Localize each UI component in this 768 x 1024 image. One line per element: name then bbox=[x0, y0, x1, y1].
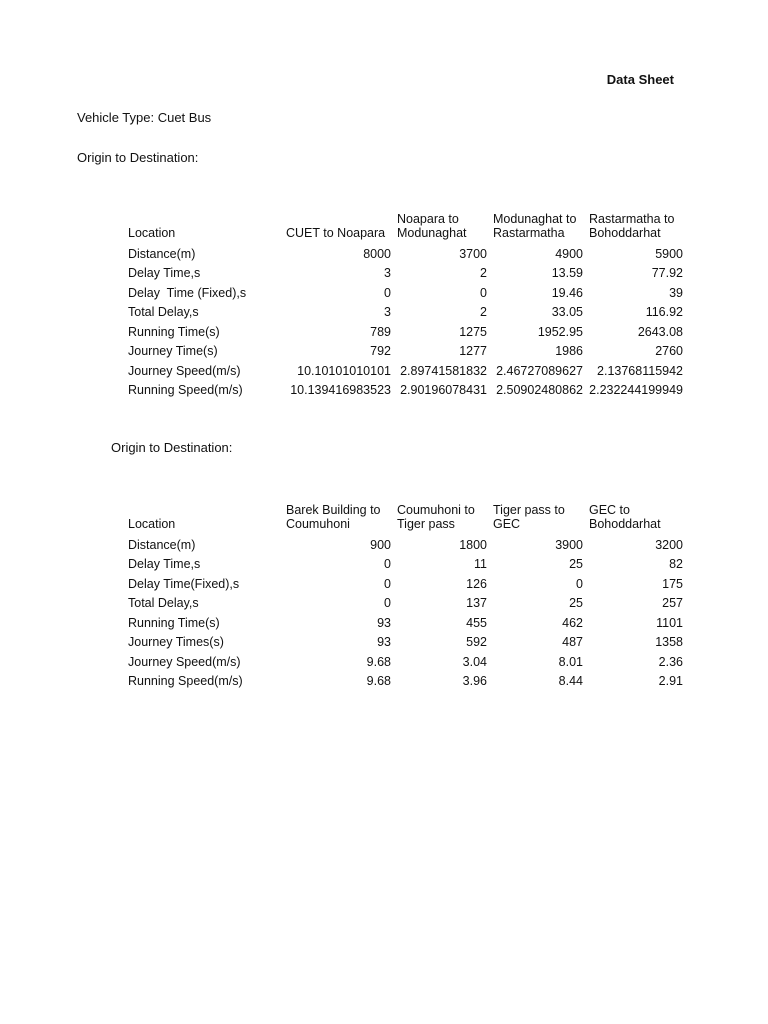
cell-value: 0 bbox=[576, 576, 583, 591]
origin-destination-label-1: Origin to Destination: bbox=[77, 150, 199, 165]
cell-value: 9.68 bbox=[366, 654, 391, 669]
table-row bbox=[125, 319, 686, 339]
cell-value: 0 bbox=[384, 285, 391, 300]
cell-value: 1986 bbox=[555, 344, 583, 358]
cell-value: 2.46727089627 bbox=[496, 363, 583, 378]
cell-value: 2 bbox=[480, 305, 487, 319]
origin-destination-label-2: Origin to Destination: bbox=[111, 440, 233, 455]
cell-value: 11 bbox=[474, 557, 487, 571]
cell-value: 0 bbox=[384, 576, 391, 591]
header-col-1: CUET to Noapara bbox=[286, 226, 386, 240]
cell-value: 487 bbox=[562, 635, 583, 649]
cell-value: 93 bbox=[377, 635, 391, 649]
cell-value: 3700 bbox=[459, 246, 487, 261]
cell-value: 8000 bbox=[363, 246, 391, 261]
table-row bbox=[125, 630, 686, 650]
cell-value: 2 bbox=[480, 266, 487, 280]
row-label: Delay Time(Fixed),s bbox=[128, 576, 240, 591]
row-label: Running Time(s) bbox=[128, 615, 220, 630]
cell-value: 3200 bbox=[655, 537, 683, 552]
cell-value: 1952.95 bbox=[537, 324, 583, 339]
cell-value: 13.59 bbox=[551, 266, 583, 280]
cell-value: 2643.08 bbox=[637, 324, 683, 339]
page-title: Data Sheet bbox=[606, 72, 674, 87]
table-row bbox=[125, 241, 686, 261]
row-label: Delay Time,s bbox=[128, 266, 201, 280]
cell-value: 789 bbox=[370, 324, 391, 339]
cell-value: 2760 bbox=[655, 344, 683, 358]
cell-value: 2.13768115942 bbox=[597, 363, 683, 378]
table-row bbox=[125, 378, 686, 398]
cell-value: 10.139416983523 bbox=[290, 383, 391, 397]
table-row bbox=[125, 552, 686, 572]
header-col-1: Barek Building to Coumuhoni bbox=[286, 503, 381, 531]
cell-value: 5900 bbox=[655, 246, 683, 261]
cell-value: 2.91 bbox=[658, 674, 683, 688]
cell-value: 19.46 bbox=[551, 285, 583, 300]
table-row bbox=[125, 280, 686, 300]
cell-value: 39 bbox=[669, 285, 683, 300]
cell-value: 2.90196078431 bbox=[400, 383, 487, 397]
header-col-2: Coumuhoni to Tiger pass bbox=[397, 503, 475, 531]
cell-value: 3.96 bbox=[462, 674, 487, 688]
row-label: Journey Speed(m/s) bbox=[128, 654, 241, 669]
table-row bbox=[125, 610, 686, 630]
row-label: Journey Times(s) bbox=[128, 635, 224, 649]
cell-value: 137 bbox=[466, 596, 487, 610]
table-row bbox=[125, 532, 686, 552]
cell-value: 900 bbox=[370, 537, 391, 552]
row-label: Delay Time (Fixed),s bbox=[128, 285, 247, 300]
cell-value: 10.10101010101 bbox=[297, 363, 391, 378]
cell-value: 9.68 bbox=[366, 674, 391, 688]
cell-value: 116.92 bbox=[645, 305, 683, 319]
row-label: Journey Speed(m/s) bbox=[128, 363, 241, 378]
cell-value: 3.04 bbox=[462, 654, 487, 669]
data-table-2 bbox=[125, 503, 686, 688]
row-label: Running Time(s) bbox=[128, 324, 220, 339]
data-table-1 bbox=[125, 212, 686, 397]
cell-value: 2.232244199949 bbox=[589, 383, 683, 397]
header-col-4: Rastarmatha to Bohoddarhat bbox=[589, 212, 675, 240]
table-row bbox=[125, 261, 686, 281]
cell-value: 93 bbox=[377, 615, 391, 630]
cell-value: 455 bbox=[466, 615, 487, 630]
cell-value: 25 bbox=[569, 557, 583, 571]
cell-value: 1358 bbox=[655, 635, 683, 649]
cell-value: 25 bbox=[569, 596, 583, 610]
cell-value: 77.92 bbox=[651, 266, 683, 280]
cell-value: 126 bbox=[466, 576, 487, 591]
row-label: Total Delay,s bbox=[128, 596, 199, 610]
cell-value: 3900 bbox=[555, 537, 583, 552]
cell-value: 2.89741581832 bbox=[400, 363, 487, 378]
cell-value: 3 bbox=[384, 266, 391, 280]
cell-value: 0 bbox=[480, 285, 487, 300]
table-row bbox=[125, 669, 686, 689]
cell-value: 592 bbox=[466, 635, 487, 649]
table-row bbox=[125, 591, 686, 611]
header-col-4: GEC to Bohoddarhat bbox=[589, 503, 661, 531]
header-col-3: Modunaghat to Rastarmatha bbox=[493, 212, 577, 240]
cell-value: 462 bbox=[562, 615, 583, 630]
vehicle-type-line: Vehicle Type: Cuet Bus bbox=[77, 110, 212, 125]
table-row bbox=[125, 339, 686, 359]
cell-value: 2.50902480862 bbox=[496, 383, 583, 397]
cell-value: 257 bbox=[662, 596, 683, 610]
row-label: Delay Time,s bbox=[128, 557, 201, 571]
cell-value: 3 bbox=[384, 305, 391, 319]
row-label: Journey Time(s) bbox=[128, 344, 218, 358]
cell-value: 0 bbox=[384, 596, 391, 610]
cell-value: 33.05 bbox=[551, 305, 583, 319]
row-label: Running Speed(m/s) bbox=[128, 383, 243, 397]
row-label: Total Delay,s bbox=[128, 305, 199, 319]
cell-value: 4900 bbox=[555, 246, 583, 261]
cell-value: 2.36 bbox=[658, 654, 683, 669]
row-label: Distance(m) bbox=[128, 246, 196, 261]
cell-value: 1277 bbox=[459, 344, 487, 358]
cell-value: 1275 bbox=[459, 324, 487, 339]
cell-value: 175 bbox=[662, 576, 683, 591]
row-label: Distance(m) bbox=[128, 537, 196, 552]
header-location: Location bbox=[128, 517, 176, 531]
cell-value: 792 bbox=[370, 344, 391, 358]
cell-value: 82 bbox=[669, 557, 683, 571]
cell-value: 1101 bbox=[656, 615, 683, 630]
header-location: Location bbox=[128, 226, 176, 240]
header-col-3: Tiger pass to GEC bbox=[493, 503, 565, 531]
table-header-row bbox=[125, 503, 686, 532]
header-col-2: Noapara to Modunaghat bbox=[397, 212, 467, 240]
cell-value: 8.44 bbox=[558, 674, 583, 688]
cell-value: 1800 bbox=[459, 537, 487, 552]
table-row bbox=[125, 300, 686, 320]
row-label: Running Speed(m/s) bbox=[128, 674, 243, 688]
table-header-row bbox=[125, 212, 686, 241]
table-row bbox=[125, 571, 686, 591]
table-row bbox=[125, 358, 686, 378]
table-row bbox=[125, 649, 686, 669]
cell-value: 0 bbox=[384, 557, 391, 571]
cell-value: 8.01 bbox=[558, 654, 583, 669]
